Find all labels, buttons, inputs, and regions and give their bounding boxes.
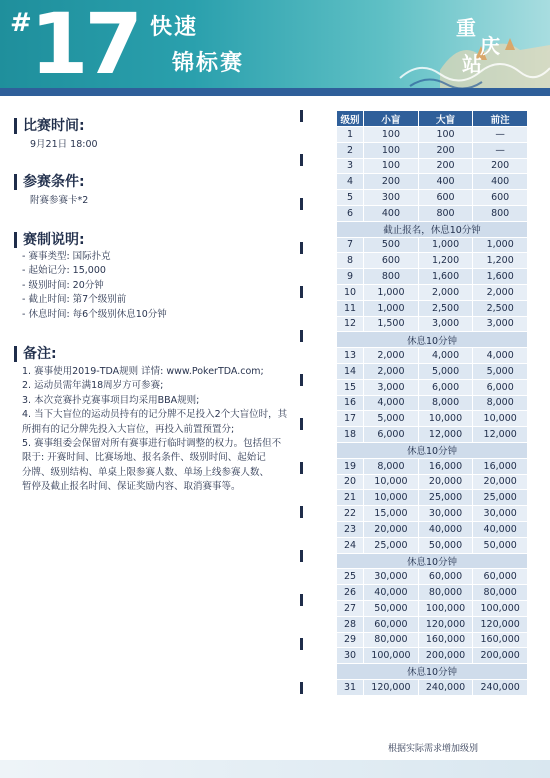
cell-level: 29 <box>337 632 364 648</box>
header-big-blind: 大盲 <box>418 111 473 127</box>
section-title-notes: 备注: <box>14 346 57 362</box>
cell-small-blind: 100,000 <box>364 648 419 664</box>
cell-ante: 80,000 <box>473 585 528 601</box>
cell-ante: — <box>473 127 528 143</box>
note-item: 暂停及截止报名时间、保证奖励内容、取消赛事等。 <box>22 481 241 493</box>
cell-level: 6 <box>337 205 364 221</box>
table-row <box>337 648 528 664</box>
cell-big-blind: 3,000 <box>418 316 473 332</box>
table-row <box>337 237 528 253</box>
table-row <box>337 616 528 632</box>
entry-condition-value: 附赛参赛卡*2 <box>30 195 89 206</box>
header-ante: 前注 <box>473 111 528 127</box>
table-row <box>337 127 528 143</box>
cell-big-blind: 2,500 <box>418 300 473 316</box>
cell-big-blind: 1,600 <box>418 269 473 285</box>
cell-ante: 1,000 <box>473 237 528 253</box>
note-item: 4. 当下大盲位的运动员持有的记分牌不足投入2个大盲位时，其 <box>22 409 288 421</box>
cell-ante: 1,600 <box>473 269 528 285</box>
break-row <box>337 664 528 680</box>
cell-small-blind: 20,000 <box>364 521 419 537</box>
section-title-time: 比赛时间: <box>14 118 85 134</box>
cell-small-blind: 2,000 <box>364 363 419 379</box>
table-row <box>337 142 528 158</box>
cell-big-blind: 200 <box>418 158 473 174</box>
cell-level: 13 <box>337 348 364 364</box>
cell-level: 25 <box>337 569 364 585</box>
cell-level: 2 <box>337 142 364 158</box>
table-row <box>337 284 528 300</box>
cell-small-blind: 15,000 <box>364 506 419 522</box>
cell-ante: 1,200 <box>473 253 528 269</box>
section-title-format: 赛制说明: <box>14 232 85 248</box>
cell-ante: 30,000 <box>473 506 528 522</box>
cell-big-blind: 2,000 <box>418 284 473 300</box>
hash-symbol: # <box>10 8 32 38</box>
cell-small-blind: 3,000 <box>364 379 419 395</box>
cell-ante: 600 <box>473 190 528 206</box>
cell-level: 20 <box>337 474 364 490</box>
cell-ante: 400 <box>473 174 528 190</box>
cell-small-blind: 1,000 <box>364 300 419 316</box>
cell-big-blind: 200 <box>418 142 473 158</box>
cell-big-blind: 80,000 <box>418 585 473 601</box>
cell-small-blind: 8,000 <box>364 458 419 474</box>
table-row <box>337 379 528 395</box>
break-label: 休息10分钟 <box>337 332 528 348</box>
cell-big-blind: 5,000 <box>418 363 473 379</box>
table-row <box>337 458 528 474</box>
note-item: 3. 本次竞赛扑克赛事项目均采用BBA规则; <box>22 394 200 406</box>
table-row <box>337 174 528 190</box>
cell-ante: 240,000 <box>473 679 528 695</box>
cell-level: 17 <box>337 411 364 427</box>
table-row <box>337 363 528 379</box>
cell-level: 16 <box>337 395 364 411</box>
cell-level: 9 <box>337 269 364 285</box>
cell-ante: — <box>473 142 528 158</box>
cell-ante: 5,000 <box>473 363 528 379</box>
break-label: 休息10分钟 <box>337 442 528 458</box>
note-item: 5. 赛事组委会保留对所有赛事进行临时调整的权力。包括但不 <box>22 438 282 450</box>
cell-small-blind: 50,000 <box>364 600 419 616</box>
cell-ante: 12,000 <box>473 427 528 443</box>
cell-level: 19 <box>337 458 364 474</box>
cell-ante: 120,000 <box>473 616 528 632</box>
table-row <box>337 300 528 316</box>
table-row <box>337 205 528 221</box>
cell-level: 7 <box>337 237 364 253</box>
cell-level: 22 <box>337 506 364 522</box>
cell-small-blind: 500 <box>364 237 419 253</box>
table-row <box>337 158 528 174</box>
cell-small-blind: 10,000 <box>364 490 419 506</box>
cell-level: 14 <box>337 363 364 379</box>
cell-big-blind: 1,200 <box>418 253 473 269</box>
table-row <box>337 537 528 553</box>
cell-ante: 25,000 <box>473 490 528 506</box>
cell-small-blind: 100 <box>364 127 419 143</box>
cell-ante: 200 <box>473 158 528 174</box>
cell-big-blind: 30,000 <box>418 506 473 522</box>
cell-ante: 20,000 <box>473 474 528 490</box>
cell-big-blind: 16,000 <box>418 458 473 474</box>
cell-level: 1 <box>337 127 364 143</box>
table-row <box>337 395 528 411</box>
cell-small-blind: 1,000 <box>364 284 419 300</box>
break-row <box>337 442 528 458</box>
cell-small-blind: 1,500 <box>364 316 419 332</box>
cell-level: 21 <box>337 490 364 506</box>
city-char-1: 重 <box>456 16 476 40</box>
table-row <box>337 411 528 427</box>
cell-small-blind: 200 <box>364 174 419 190</box>
table-row <box>337 506 528 522</box>
cell-small-blind: 600 <box>364 253 419 269</box>
cell-big-blind: 100,000 <box>418 600 473 616</box>
cell-big-blind: 10,000 <box>418 411 473 427</box>
cell-big-blind: 40,000 <box>418 521 473 537</box>
note-item: 限于: 开赛时间、比赛场地、报名条件、级别时间、起始记 <box>22 452 266 464</box>
format-item: - 起始记分: 15,000 <box>22 265 106 277</box>
cell-big-blind: 1,000 <box>418 237 473 253</box>
cell-small-blind: 4,000 <box>364 395 419 411</box>
cell-big-blind: 120,000 <box>418 616 473 632</box>
break-label: 截止报名，休息10分钟 <box>337 221 528 237</box>
cell-big-blind: 600 <box>418 190 473 206</box>
cell-small-blind: 800 <box>364 269 419 285</box>
note-item: 所拥有的记分牌先投入大盲位，再投入前置预置分; <box>22 423 235 435</box>
cell-level: 8 <box>337 253 364 269</box>
cell-level: 15 <box>337 379 364 395</box>
header-small-blind: 小盲 <box>364 111 419 127</box>
cell-level: 10 <box>337 284 364 300</box>
cell-big-blind: 400 <box>418 174 473 190</box>
cell-small-blind: 60,000 <box>364 616 419 632</box>
cell-ante: 16,000 <box>473 458 528 474</box>
cell-level: 24 <box>337 537 364 553</box>
cell-level: 5 <box>337 190 364 206</box>
note-item: 分牌、级别结构、单桌上限参赛人数、单场上线参赛人数、 <box>22 466 270 478</box>
cell-ante: 6,000 <box>473 379 528 395</box>
table-row <box>337 600 528 616</box>
table-row <box>337 521 528 537</box>
cell-big-blind: 50,000 <box>418 537 473 553</box>
cell-small-blind: 40,000 <box>364 585 419 601</box>
format-item: - 赛事类型: 国际扑克 <box>22 251 111 262</box>
cell-ante: 100,000 <box>473 600 528 616</box>
cell-ante: 10,000 <box>473 411 528 427</box>
format-list <box>22 250 167 322</box>
table-row <box>337 679 528 695</box>
footer-bar <box>0 760 550 778</box>
cell-ante: 2,000 <box>473 284 528 300</box>
city-char-2: 庆 <box>480 34 500 58</box>
cell-small-blind: 5,000 <box>364 411 419 427</box>
header-underline-bar <box>0 88 550 96</box>
cell-ante: 8,000 <box>473 395 528 411</box>
cell-ante: 200,000 <box>473 648 528 664</box>
cell-big-blind: 25,000 <box>418 490 473 506</box>
cell-big-blind: 240,000 <box>418 679 473 695</box>
section-title-entry: 参赛条件: <box>14 174 85 190</box>
cell-level: 27 <box>337 600 364 616</box>
cell-ante: 60,000 <box>473 569 528 585</box>
cell-big-blind: 12,000 <box>418 427 473 443</box>
event-title-line1: 快速 <box>150 15 199 40</box>
format-item: - 休息时间: 每6个级别休息10分钟 <box>22 308 167 320</box>
header-level: 级别 <box>337 111 364 127</box>
notes-list <box>22 365 292 495</box>
cell-big-blind: 60,000 <box>418 569 473 585</box>
cell-small-blind: 80,000 <box>364 632 419 648</box>
table-header-row <box>337 111 528 127</box>
cell-small-blind: 25,000 <box>364 537 419 553</box>
cell-ante: 40,000 <box>473 521 528 537</box>
break-label: 休息10分钟 <box>337 553 528 569</box>
cell-level: 26 <box>337 585 364 601</box>
event-number: 17 <box>30 0 139 88</box>
cell-small-blind: 10,000 <box>364 474 419 490</box>
cell-ante: 4,000 <box>473 348 528 364</box>
table-row <box>337 427 528 443</box>
format-item: - 截止时间: 第7个级别前 <box>22 294 127 306</box>
cell-big-blind: 8,000 <box>418 395 473 411</box>
header-banner <box>0 0 550 88</box>
break-label: 休息10分钟 <box>337 664 528 680</box>
cell-level: 28 <box>337 616 364 632</box>
cell-ante: 50,000 <box>473 537 528 553</box>
break-row <box>337 221 528 237</box>
table-row <box>337 474 528 490</box>
cell-ante: 800 <box>473 205 528 221</box>
match-time-value: 9月21日 18:00 <box>30 139 98 150</box>
table-row <box>337 316 528 332</box>
cell-small-blind: 6,000 <box>364 427 419 443</box>
table-row <box>337 348 528 364</box>
cell-level: 12 <box>337 316 364 332</box>
cell-small-blind: 2,000 <box>364 348 419 364</box>
cell-big-blind: 800 <box>418 205 473 221</box>
cell-big-blind: 200,000 <box>418 648 473 664</box>
table-row <box>337 632 528 648</box>
cell-level: 18 <box>337 427 364 443</box>
cell-big-blind: 20,000 <box>418 474 473 490</box>
cell-small-blind: 100 <box>364 142 419 158</box>
cell-level: 4 <box>337 174 364 190</box>
cell-big-blind: 4,000 <box>418 348 473 364</box>
cell-big-blind: 160,000 <box>418 632 473 648</box>
cell-small-blind: 400 <box>364 205 419 221</box>
cell-big-blind: 6,000 <box>418 379 473 395</box>
city-char-3: 站 <box>462 52 482 76</box>
blind-structure-table <box>336 110 528 696</box>
cell-level: 23 <box>337 521 364 537</box>
format-item: - 级别时间: 20分钟 <box>22 279 104 291</box>
table-row <box>337 569 528 585</box>
dashed-divider <box>300 110 303 720</box>
table-row <box>337 490 528 506</box>
event-title-line2: 锦标赛 <box>172 51 245 76</box>
break-row <box>337 332 528 348</box>
cell-big-blind: 100 <box>418 127 473 143</box>
table-row <box>337 269 528 285</box>
cell-level: 31 <box>337 679 364 695</box>
cell-level: 3 <box>337 158 364 174</box>
table-row <box>337 190 528 206</box>
break-row <box>337 553 528 569</box>
cell-small-blind: 100 <box>364 158 419 174</box>
cell-level: 30 <box>337 648 364 664</box>
cell-ante: 3,000 <box>473 316 528 332</box>
cell-ante: 160,000 <box>473 632 528 648</box>
note-item: 2. 运动员需年满18周岁方可参赛; <box>22 380 164 392</box>
cell-ante: 2,500 <box>473 300 528 316</box>
cell-small-blind: 120,000 <box>364 679 419 695</box>
note-item: 1. 赛事使用2019-TDA规则 详情: www.PokerTDA.com; <box>22 366 264 377</box>
table-footnote: 根据实际需求增加级别 <box>388 744 479 754</box>
cell-level: 11 <box>337 300 364 316</box>
cell-small-blind: 300 <box>364 190 419 206</box>
cell-small-blind: 30,000 <box>364 569 419 585</box>
table-row <box>337 585 528 601</box>
table-row <box>337 253 528 269</box>
table-body <box>337 127 528 696</box>
